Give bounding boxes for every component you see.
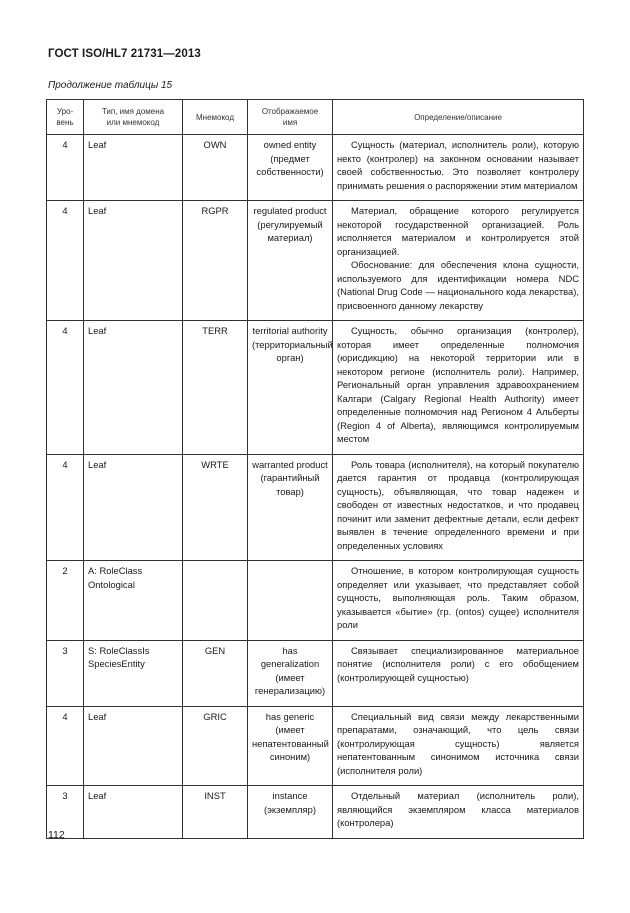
column-header-mnemonic: Мнемокод (183, 100, 248, 135)
cell-definition (333, 640, 584, 706)
cell-mnemonic (183, 561, 248, 641)
cell-type: Leaf (84, 454, 183, 561)
cell-mnemonic: TERR (183, 321, 248, 455)
cell-definition (333, 706, 584, 786)
cell-level: 4 (47, 321, 84, 455)
cell-display-name: has generalization (имеет генерализацию) (248, 640, 333, 706)
definition-paragraph: Материал, обращение которого регулируется некоторой государственной организацией. Роль исполняется материалом и контролируется этой организацией. (337, 205, 579, 257)
cell-definition (333, 786, 584, 839)
column-header-level: Уро- вень (47, 100, 84, 135)
cell-type: Leaf (84, 706, 183, 786)
definition-paragraph: Сущность, обычно организация (контролер), которая имеет определенные полномочия (юрисдикцию) на некоторой территории или в некотором регионе (исполнитель роли). Например, Региональный орган управления здравоохранением Калгари (Calgary Regional Health Authority) имеет определенные полномочия над Регионом 4 Альберты (Region 4 of Alberta), являющимся контролируемым местом (337, 325, 579, 444)
column-header-display-name: Отображаемое имя (248, 100, 333, 135)
table-row (47, 454, 584, 561)
definition-paragraph: Специальный вид связи между лекарственными препаратами, означающий, что цель связи (контролирующая сущность) является непатентованным синонимом источника связи (исполнителя роли) (337, 710, 579, 776)
cell-definition (333, 561, 584, 641)
column-header-definition: Определение/описание (333, 100, 584, 135)
role-class-table (46, 99, 584, 839)
table-header-row (47, 100, 584, 135)
cell-mnemonic: WRTE (183, 454, 248, 561)
table-row (47, 640, 584, 706)
cell-mnemonic: GEN (183, 640, 248, 706)
cell-type: S: RoleClassIs SpeciesEntity (84, 640, 183, 706)
cell-level: 3 (47, 786, 84, 839)
definition-paragraph: Отношение, в котором контролирующая сущность определяет или указывает, что представляет собой сущность, выполняющая роль. Таким образом, указывается «бытие» (гр. (ontos) сущее) исполнителя роли (337, 565, 579, 630)
definition-paragraph: Отдельный материал (исполнитель роли), являющийся экземпляром класса материалов (контролера) (337, 790, 579, 828)
definition-paragraph: Связывает специализированное материальное понятие (исполнителя роли) с его обобщением (контролирующей сущностью) (337, 644, 579, 683)
cell-display-name: warranted product (гарантийный товар) (248, 454, 333, 561)
cell-display-name: owned entity (предмет собственности) (248, 135, 333, 201)
table-row (47, 706, 584, 786)
cell-definition (333, 135, 584, 201)
cell-level: 4 (47, 454, 84, 561)
cell-level: 3 (47, 640, 84, 706)
cell-type: Leaf (84, 321, 183, 455)
cell-mnemonic: GRIC (183, 706, 248, 786)
cell-display-name: regulated product (регулируемый материал) (248, 201, 333, 321)
cell-display-name: instance (экземпляр) (248, 786, 333, 839)
cell-level: 4 (47, 135, 84, 201)
cell-type: A: RoleClass Ontological (84, 561, 183, 641)
table-row (47, 561, 584, 641)
cell-display-name: territorial authority (территориальный орган) (248, 321, 333, 455)
table-caption: Продолжение таблицы 15 (48, 80, 173, 91)
cell-display-name: has generic (имеет непатентованный синоним) (248, 706, 333, 786)
cell-definition (333, 201, 584, 321)
document-header: ГОСТ ISO/HL7 21731—2013 (48, 48, 201, 60)
definition-paragraph: Обоснование: для обеспечения клона сущности, используемого для идентификации номера NDC (National Drug Code — национального кода лекарства), присвоенного данному лекарству (337, 259, 579, 311)
cell-definition (333, 321, 584, 455)
cell-type: Leaf (84, 201, 183, 321)
cell-level: 4 (47, 201, 84, 321)
cell-mnemonic: RGPR (183, 201, 248, 321)
table-row (47, 135, 584, 201)
cell-type: Leaf (84, 135, 183, 201)
table-row (47, 201, 584, 321)
table-row (47, 786, 584, 839)
cell-mnemonic: INST (183, 786, 248, 839)
definition-paragraph: Роль товара (исполнителя), на который покупателю дается гарантия от продавца (контролирующая сущность), объявляющая, что товар надежен и свободен от известных недостатков, и что продавец починит или заменит дефектные детали, если дефект выявлен в течение определенного времени и при определенных условиях (337, 458, 579, 551)
cell-display-name (248, 561, 333, 641)
cell-definition (333, 454, 584, 561)
cell-level: 2 (47, 561, 84, 641)
cell-mnemonic: OWN (183, 135, 248, 201)
page-number: 112 (48, 829, 65, 841)
column-header-type: Тип, имя домена или мнемокод (84, 100, 183, 135)
cell-type: Leaf (84, 786, 183, 839)
cell-level: 4 (47, 706, 84, 786)
table-row (47, 321, 584, 455)
definition-paragraph: Сущность (материал, исполнитель роли), которую некто (контролер) на законном основании называет своей собственностью. Это позволяет контролеру принимать решения о распоряжении этим материалом (337, 139, 579, 191)
table-body (47, 135, 584, 839)
